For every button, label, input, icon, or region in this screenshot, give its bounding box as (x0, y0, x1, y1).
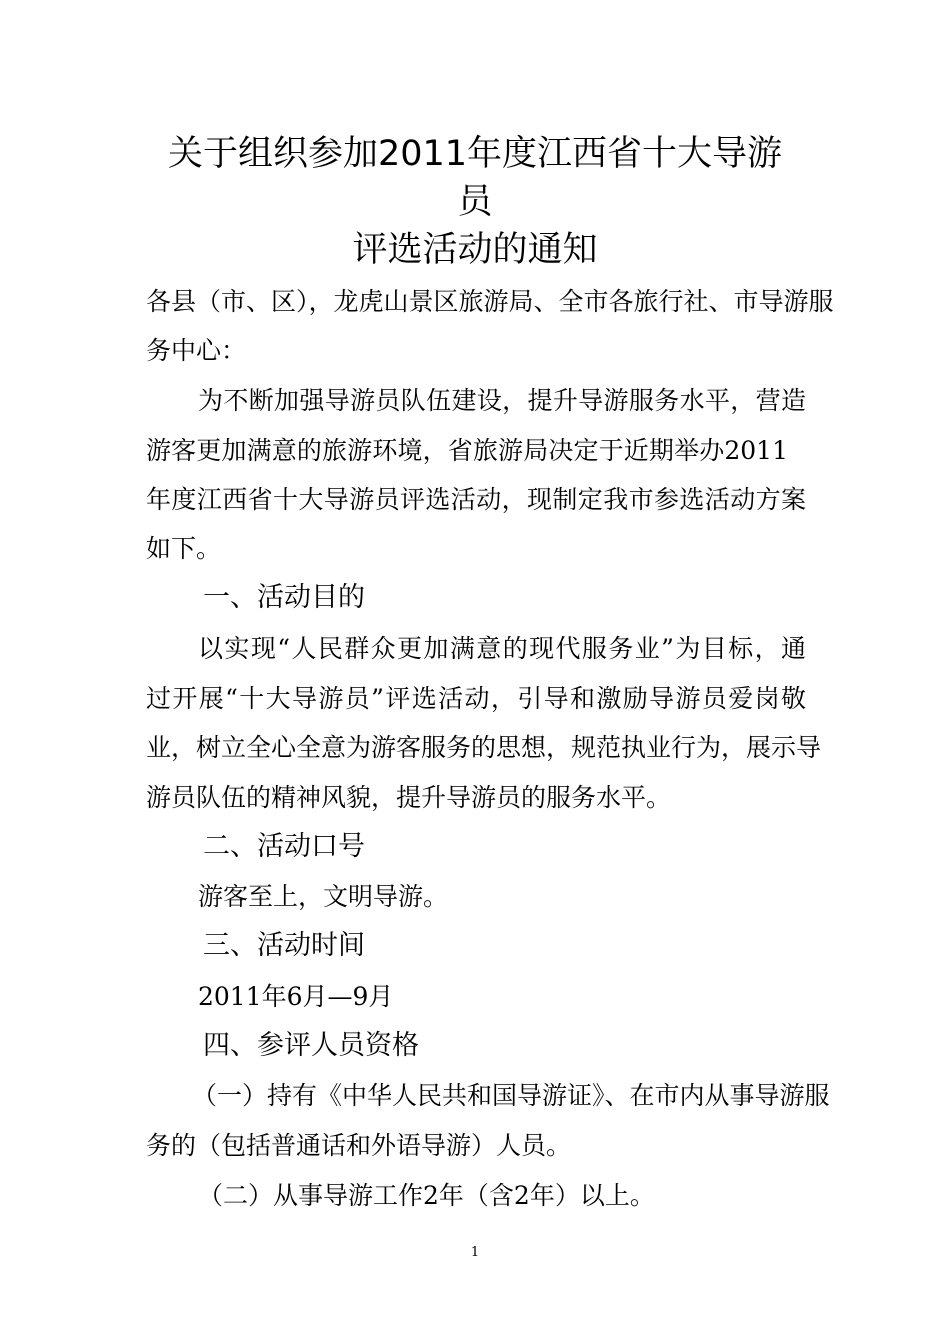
section-1-line-4: 游员队伍的精神风貌，提升导游员的服务水平。 (146, 783, 672, 812)
section-heading-2: 二、活动口号 (203, 831, 365, 862)
section-1-line-1: 以实现“人民群众更加满意的现代服务业”为目标，通 (198, 634, 806, 663)
title-line-3: 评选活动的通知 (352, 230, 598, 270)
page-number: 1 (470, 1245, 480, 1260)
intro-line-4: 如下。 (146, 534, 222, 563)
intro-line-1: 为不断加强导游员队伍建设，提升导游服务水平，营造 (198, 386, 806, 415)
salutation-line-2: 务中心： (146, 336, 247, 365)
section-1-line-3: 业，树立全心全意为游客服务的思想，规范执业行为，展示导 (146, 733, 822, 762)
title-line-1: 关于组织参加2011年度江西省十大导游 (167, 134, 783, 174)
section-3-line-1: 2011年6月—9月 (198, 982, 394, 1011)
salutation-line-1: 各县（市、区），龙虎山景区旅游局、全市各旅行社、市导游服 (146, 287, 834, 316)
intro-line-3: 年度江西省十大导游员评选活动，现制定我市参选活动方案 (146, 485, 806, 514)
intro-line-2: 游客更加满意的旅游环境，省旅游局决定于近期举办2011 (146, 436, 788, 465)
section-heading-1: 一、活动目的 (203, 582, 365, 613)
section-2-line-1: 游客至上，文明导游。 (198, 882, 449, 911)
section-heading-4: 四、参评人员资格 (203, 1030, 419, 1061)
section-4-line-3: （二）从事导游工作2年（含2年）以上。 (198, 1181, 655, 1210)
section-heading-3: 三、活动时间 (203, 930, 365, 961)
section-4-line-2: 务的（包括普通话和外语导游）人员。 (146, 1131, 572, 1160)
title-line-2: 员 (457, 182, 493, 222)
section-4-line-1: （一）持有《中华人民共和国导游证》、在市内从事导游服 (192, 1081, 830, 1110)
section-1-line-2: 过开展“十大导游员”评选活动，引导和激励导游员爱岗敬 (146, 684, 806, 713)
